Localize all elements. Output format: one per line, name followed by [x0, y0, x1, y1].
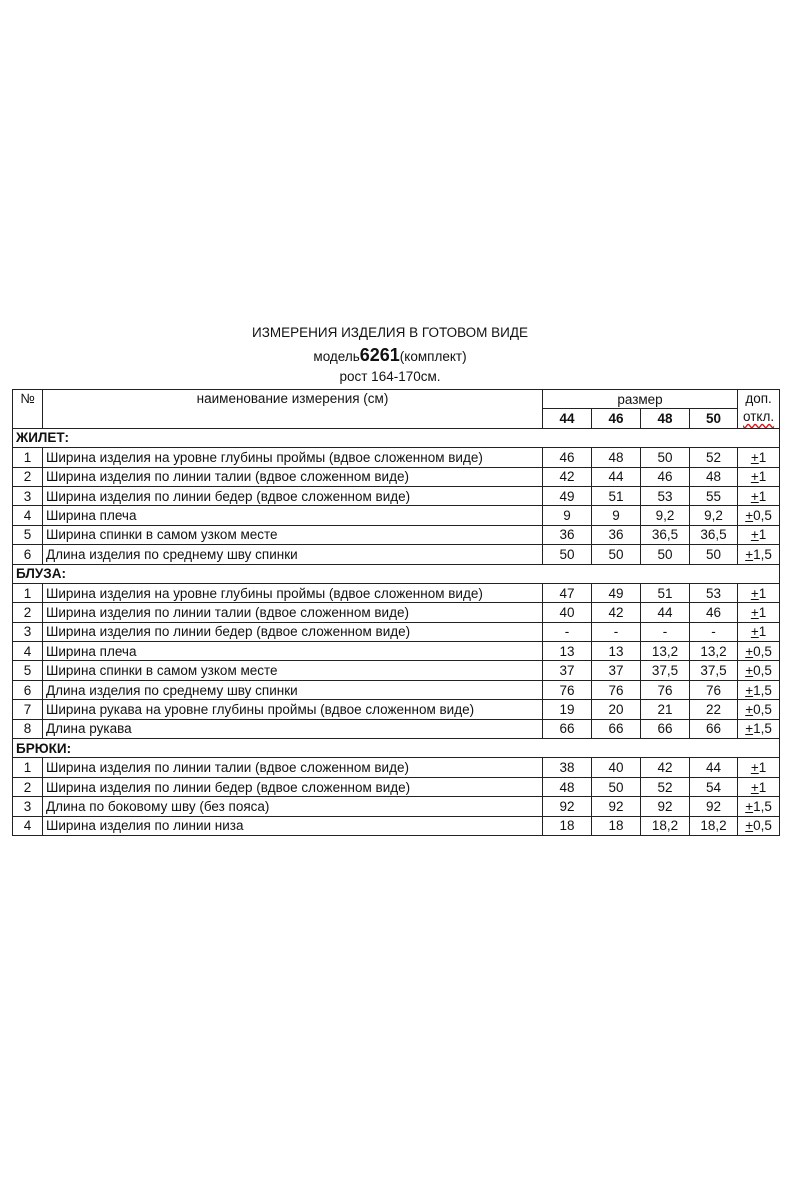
tolerance — [738, 797, 780, 816]
size-value-50: 36,5 — [690, 525, 738, 544]
size-value-46: 50 — [592, 545, 641, 564]
tolerance — [738, 583, 780, 602]
plus-minus-sign: + — [745, 643, 754, 659]
measurement-name: Длина изделия по среднему шву спинки — [43, 545, 543, 564]
size-48: 48 — [641, 409, 690, 428]
size-value-44: - — [543, 622, 592, 641]
table-row — [13, 680, 780, 699]
tolerance — [738, 777, 780, 796]
tolerance-value: 1,5 — [753, 546, 772, 562]
size-value-44: 19 — [543, 700, 592, 719]
tolerance-value: 1 — [758, 469, 767, 485]
tolerance — [738, 758, 780, 777]
size-value-48: 46 — [641, 467, 690, 486]
size-value-44: 76 — [543, 680, 592, 699]
measurement-name: Ширина изделия по линии талии (вдвое сложенном виде) — [43, 758, 543, 777]
row-number: 7 — [13, 700, 43, 719]
row-number: 1 — [13, 758, 43, 777]
tolerance-value: 1 — [758, 779, 767, 795]
size-value-50: 48 — [690, 467, 738, 486]
size-value-46: 48 — [592, 448, 641, 467]
plus-minus-sign: + — [745, 663, 754, 679]
size-value-50: 55 — [690, 486, 738, 505]
tolerance — [738, 467, 780, 486]
size-value-44: 92 — [543, 797, 592, 816]
row-number: 2 — [13, 777, 43, 796]
size-value-48: 44 — [641, 603, 690, 622]
size-value-48: 52 — [641, 777, 690, 796]
plus-minus-sign: + — [745, 798, 754, 814]
tolerance-value: 1 — [758, 488, 767, 504]
row-number: 2 — [13, 603, 43, 622]
tolerance — [738, 545, 780, 564]
plus-minus-sign: + — [745, 508, 754, 524]
size-50: 50 — [690, 409, 738, 428]
size-value-46: 51 — [592, 486, 641, 505]
size-value-46: 20 — [592, 700, 641, 719]
tolerance-value: 1,5 — [753, 798, 772, 814]
table-row — [13, 622, 780, 641]
tolerance-value: 0,5 — [753, 818, 772, 834]
table-row — [13, 486, 780, 505]
row-number: 4 — [13, 816, 43, 835]
table-row — [13, 583, 780, 602]
size-value-50: 53 — [690, 583, 738, 602]
size-value-46: 18 — [592, 816, 641, 835]
measurement-name: Ширина рукава на уровне глубины проймы (вдвое сложенном виде) — [43, 700, 543, 719]
size-value-50: 66 — [690, 719, 738, 738]
plus-minus-sign: + — [750, 624, 759, 640]
row-number: 3 — [13, 797, 43, 816]
measurement-name: Ширина спинки в самом узком месте — [43, 661, 543, 680]
tolerance-value: 0,5 — [753, 508, 772, 524]
size-value-50: 52 — [690, 448, 738, 467]
tolerance-value: 1 — [758, 624, 767, 640]
size-value-48: 21 — [641, 700, 690, 719]
size-value-50: 54 — [690, 777, 738, 796]
size-value-44: 48 — [543, 777, 592, 796]
table-row — [13, 506, 780, 525]
size-46: 46 — [592, 409, 641, 428]
tolerance-value: 1,5 — [753, 721, 772, 737]
plus-minus-sign: + — [750, 779, 759, 795]
table-row — [13, 545, 780, 564]
tolerance — [738, 506, 780, 525]
size-value-44: 49 — [543, 486, 592, 505]
tolerance — [738, 700, 780, 719]
size-value-46: 44 — [592, 467, 641, 486]
size-value-48: 50 — [641, 545, 690, 564]
table-row — [13, 525, 780, 544]
tolerance — [738, 525, 780, 544]
model-suffix: (комплект) — [399, 349, 467, 364]
tolerance-value: 0,5 — [753, 701, 772, 717]
size-value-48: 53 — [641, 486, 690, 505]
measurement-name: Ширина плеча — [43, 506, 543, 525]
table-row — [13, 719, 780, 738]
size-value-48: 51 — [641, 583, 690, 602]
size-value-46: 76 — [592, 680, 641, 699]
size-value-46: 37 — [592, 661, 641, 680]
measurement-name: Ширина изделия на уровне глубины проймы (вдвое сложенном виде) — [43, 448, 543, 467]
section-title: БРЮКИ: — [13, 739, 780, 758]
table-row — [13, 642, 780, 661]
row-number: 8 — [13, 719, 43, 738]
header-no: № — [13, 390, 43, 429]
tolerance — [738, 680, 780, 699]
size-value-46: - — [592, 622, 641, 641]
measurement-name: Ширина изделия по линии бедер (вдвое сложенном виде) — [43, 622, 543, 641]
table-row — [13, 700, 780, 719]
tolerance — [738, 448, 780, 467]
tolerance — [738, 603, 780, 622]
size-value-44: 46 — [543, 448, 592, 467]
header-tolerance — [738, 390, 780, 429]
size-value-50: 18,2 — [690, 816, 738, 835]
table-body — [13, 390, 780, 836]
size-value-46: 49 — [592, 583, 641, 602]
size-value-46: 9 — [592, 506, 641, 525]
row-number: 5 — [13, 661, 43, 680]
header-size: размер — [543, 390, 738, 409]
table-row — [13, 467, 780, 486]
plus-minus-sign: + — [745, 818, 754, 834]
size-value-48: 42 — [641, 758, 690, 777]
table-row — [13, 777, 780, 796]
table-row — [13, 797, 780, 816]
plus-minus-sign: + — [745, 682, 754, 698]
row-number: 5 — [13, 525, 43, 544]
measurement-name: Длина изделия по среднему шву спинки — [43, 680, 543, 699]
plus-minus-sign: + — [745, 701, 754, 717]
row-number: 3 — [13, 622, 43, 641]
model-number: 6261 — [359, 345, 400, 365]
size-value-46: 50 — [592, 777, 641, 796]
size-value-44: 42 — [543, 467, 592, 486]
size-value-44: 36 — [543, 525, 592, 544]
plus-minus-sign: + — [750, 527, 759, 543]
header-tolerance-line1: доп. — [745, 391, 772, 406]
size-value-50: 13,2 — [690, 642, 738, 661]
model-prefix: модель — [313, 349, 360, 364]
size-value-46: 66 — [592, 719, 641, 738]
size-value-50: 37,5 — [690, 661, 738, 680]
plus-minus-sign: + — [750, 604, 759, 620]
size-value-48: - — [641, 622, 690, 641]
measurement-name: Ширина изделия по линии бедер (вдвое сложенном виде) — [43, 777, 543, 796]
measurements-table — [12, 389, 780, 836]
size-value-50: - — [690, 622, 738, 641]
tolerance — [738, 642, 780, 661]
plus-minus-sign: + — [750, 469, 759, 485]
measurement-name: Ширина изделия по линии талии (вдвое сложенном виде) — [43, 603, 543, 622]
size-value-44: 37 — [543, 661, 592, 680]
size-value-44: 38 — [543, 758, 592, 777]
size-value-50: 22 — [690, 700, 738, 719]
measurement-name: Длина рукава — [43, 719, 543, 738]
size-value-48: 13,2 — [641, 642, 690, 661]
row-number: 6 — [13, 680, 43, 699]
tolerance — [738, 661, 780, 680]
tolerance-value: 1 — [758, 585, 767, 601]
size-value-50: 9,2 — [690, 506, 738, 525]
row-number: 3 — [13, 486, 43, 505]
header-tolerance-line2: откл. — [743, 409, 775, 424]
section-row — [13, 564, 780, 583]
size-value-46: 40 — [592, 758, 641, 777]
tolerance — [738, 622, 780, 641]
size-value-46: 36 — [592, 525, 641, 544]
tolerance-value: 0,5 — [753, 663, 772, 679]
height-note: рост 164-170см. — [339, 369, 441, 384]
section-title: БЛУЗА: — [13, 564, 780, 583]
size-value-50: 92 — [690, 797, 738, 816]
plus-minus-sign: + — [745, 721, 754, 737]
measurement-name: Длина по боковому шву (без пояса) — [43, 797, 543, 816]
size-value-44: 18 — [543, 816, 592, 835]
row-number: 1 — [13, 583, 43, 602]
document-title: ИЗМЕРЕНИЯ ИЗДЕЛИЯ В ГОТОВОМ ВИДЕ — [252, 325, 528, 340]
measurement-name: Ширина плеча — [43, 642, 543, 661]
plus-minus-sign: + — [750, 585, 759, 601]
table-row — [13, 661, 780, 680]
row-number: 1 — [13, 448, 43, 467]
measurement-name: Ширина изделия по линии талии (вдвое сложенном виде) — [43, 467, 543, 486]
row-number: 4 — [13, 642, 43, 661]
plus-minus-sign: + — [750, 488, 759, 504]
size-value-46: 42 — [592, 603, 641, 622]
section-row — [13, 739, 780, 758]
table-row — [13, 448, 780, 467]
size-value-44: 50 — [543, 545, 592, 564]
size-value-48: 9,2 — [641, 506, 690, 525]
tolerance — [738, 486, 780, 505]
table-row — [13, 603, 780, 622]
size-value-48: 18,2 — [641, 816, 690, 835]
size-value-48: 37,5 — [641, 661, 690, 680]
size-value-44: 40 — [543, 603, 592, 622]
size-value-48: 66 — [641, 719, 690, 738]
size-value-44: 9 — [543, 506, 592, 525]
size-value-50: 50 — [690, 545, 738, 564]
size-value-44: 47 — [543, 583, 592, 602]
tolerance-value: 1 — [758, 760, 767, 776]
size-value-46: 13 — [592, 642, 641, 661]
size-44: 44 — [543, 409, 592, 428]
size-value-50: 76 — [690, 680, 738, 699]
size-value-46: 92 — [592, 797, 641, 816]
size-value-48: 92 — [641, 797, 690, 816]
size-value-48: 36,5 — [641, 525, 690, 544]
tolerance — [738, 816, 780, 835]
size-value-48: 50 — [641, 448, 690, 467]
row-number: 4 — [13, 506, 43, 525]
table-row — [13, 816, 780, 835]
tolerance-value: 1,5 — [753, 682, 772, 698]
size-value-44: 13 — [543, 642, 592, 661]
size-value-50: 46 — [690, 603, 738, 622]
section-row — [13, 428, 780, 447]
tolerance-value: 1 — [758, 449, 767, 465]
size-value-48: 76 — [641, 680, 690, 699]
model-line — [0, 344, 780, 366]
plus-minus-sign: + — [750, 449, 759, 465]
row-number: 6 — [13, 545, 43, 564]
measurement-name: Ширина изделия на уровне глубины проймы (вдвое сложенном виде) — [43, 583, 543, 602]
section-title: ЖИЛЕТ: — [13, 428, 780, 447]
size-value-44: 66 — [543, 719, 592, 738]
size-value-50: 44 — [690, 758, 738, 777]
table-row — [13, 758, 780, 777]
row-number: 2 — [13, 467, 43, 486]
header-name: наименование измерения (см) — [43, 390, 543, 429]
measurement-name: Ширина изделия по линии бедер (вдвое сложенном виде) — [43, 486, 543, 505]
tolerance-value: 0,5 — [753, 643, 772, 659]
tolerance-value: 1 — [758, 604, 767, 620]
measurement-name: Ширина изделия по линии низа — [43, 816, 543, 835]
tolerance-value: 1 — [758, 527, 767, 543]
plus-minus-sign: + — [745, 546, 754, 562]
plus-minus-sign: + — [750, 760, 759, 776]
document-title-block — [0, 322, 780, 388]
measurement-name: Ширина спинки в самом узком месте — [43, 525, 543, 544]
header-row-1 — [13, 390, 780, 409]
tolerance — [738, 719, 780, 738]
